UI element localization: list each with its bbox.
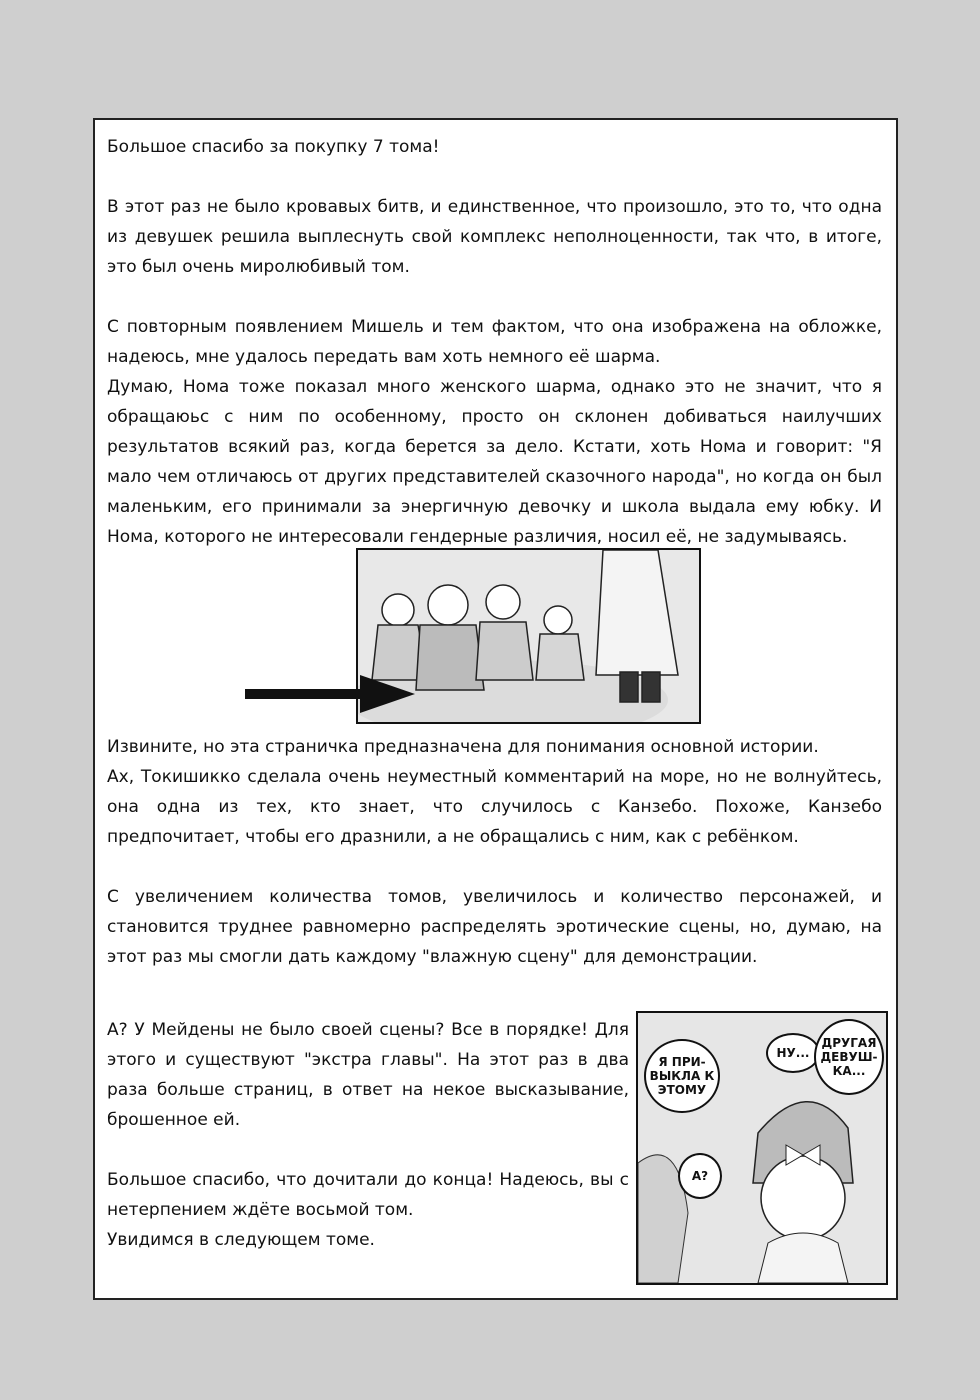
arrow-icon xyxy=(245,675,415,715)
paragraph-thanks: Большое спасибо за покупку 7 тома! xyxy=(107,137,440,157)
upper-text-block xyxy=(107,132,882,552)
speech-bubble-another-girl: ДРУГАЯ ДЕВУШ-КА... xyxy=(814,1019,884,1095)
paragraph-michelle: С повторным появлением Мишель и тем фактом, что она изображена на обложке, надеюсь, мне удалось передать вам хоть немного её шарма. xyxy=(107,317,882,367)
paragraph-apology: Извините, но эта страничка предназначена для понимания основной истории. xyxy=(107,737,819,757)
lower-text-block xyxy=(107,732,882,972)
final-text-block xyxy=(107,1015,629,1255)
speech-bubble-well: НУ... xyxy=(766,1033,820,1073)
afterword-sheet xyxy=(93,118,898,1300)
paragraph-volume-summary: В этот раз не было кровавых битв, и единственное, что произошло, это то, что одна из девушек решила выплеснуть свой комплекс неполноценности, так что, в итоге, это был очень миролюбивый том. xyxy=(107,197,882,277)
speech-bubble-used-to-it: Я ПРИ-ВЫКЛА К ЭТОМУ xyxy=(644,1039,720,1113)
paragraph-final-thanks: Большое спасибо, что дочитали до конца! Надеюсь, вы с нетерпением ждёте восьмой том. xyxy=(107,1170,629,1220)
speech-bubble-huh: А? xyxy=(678,1153,722,1199)
paragraph-tokishikko: Ах, Токишикко сделала очень неуместный комментарий на море, но не волнуйтесь, она одна из тех, кто знает, что случилось с Канзебо. Похоже, Канзебо предпочитает, чтобы его дразнили, а не обращались с ним, как с ребёнком. xyxy=(107,767,882,847)
paragraph-goodbye: Увидимся в следующем томе. xyxy=(107,1230,375,1250)
paragraph-meidena: А? У Мейдены не было своей сцены? Все в порядке! Для этого и существуют "экстра главы". На этот раз в два раза больше страниц, в ответ на некое высказывание, брошенное ей. xyxy=(107,1020,629,1130)
manga-panel-girl xyxy=(636,1011,888,1285)
paragraph-scenes: С увеличением количества томов, увеличилось и количество персонажей, и становится труднее равномерно распределять эротические сцены, но, думаю, на этот раз мы смогли дать каждому "влажную сцену" для демонстрации. xyxy=(107,887,882,967)
paragraph-noma: Думаю, Нома тоже показал много женского шарма, однако это не значит, что я обращаюьс с ним по особенному, просто он склонен добиваться наилучших результатов всякий раз, когда берется за дело. Кстати, хоть Нома и говорит: "Я мало чем отличаюсь от других представителей сказочного народа", но когда он был маленьким, его принимали за энергичную девочку и школа выдала ему юбку. И Нома, которого не интересовали гендерные различия, носил её, не задумываясь. xyxy=(107,377,882,547)
